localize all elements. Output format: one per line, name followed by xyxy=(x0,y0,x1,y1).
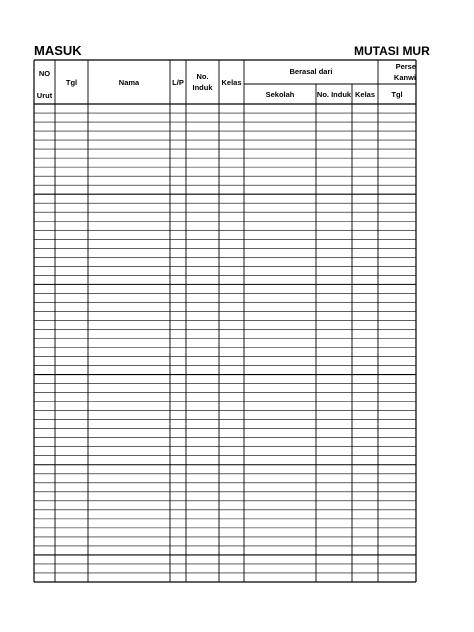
header-persetujuan-line1: Perse xyxy=(395,62,416,71)
header-kelas: Kelas xyxy=(221,78,242,87)
header-nama: Nama xyxy=(118,78,140,87)
section-title-masuk: MASUK xyxy=(34,43,82,58)
header-sub-no-induk: No. Induk xyxy=(316,90,352,99)
header-no-induk-line2: Induk xyxy=(192,83,213,92)
section-title-mutasi: MUTASI MUR xyxy=(354,44,430,58)
header-sub-tgl: Tgl xyxy=(391,90,403,99)
header-sub-kelas: Kelas xyxy=(354,90,375,99)
header-tgl: Tgl xyxy=(65,78,78,87)
header-berasal-dari: Berasal dari xyxy=(289,67,333,76)
header-sekolah: Sekolah xyxy=(265,90,295,99)
table-grid xyxy=(34,60,416,582)
header-no: NO xyxy=(38,69,51,78)
header-persetujuan-line2: Kanwi xyxy=(393,73,416,82)
header-urut: Urut xyxy=(36,91,53,100)
header-lp: L/P xyxy=(172,78,184,87)
header-no-induk-line1: No. xyxy=(196,72,209,81)
